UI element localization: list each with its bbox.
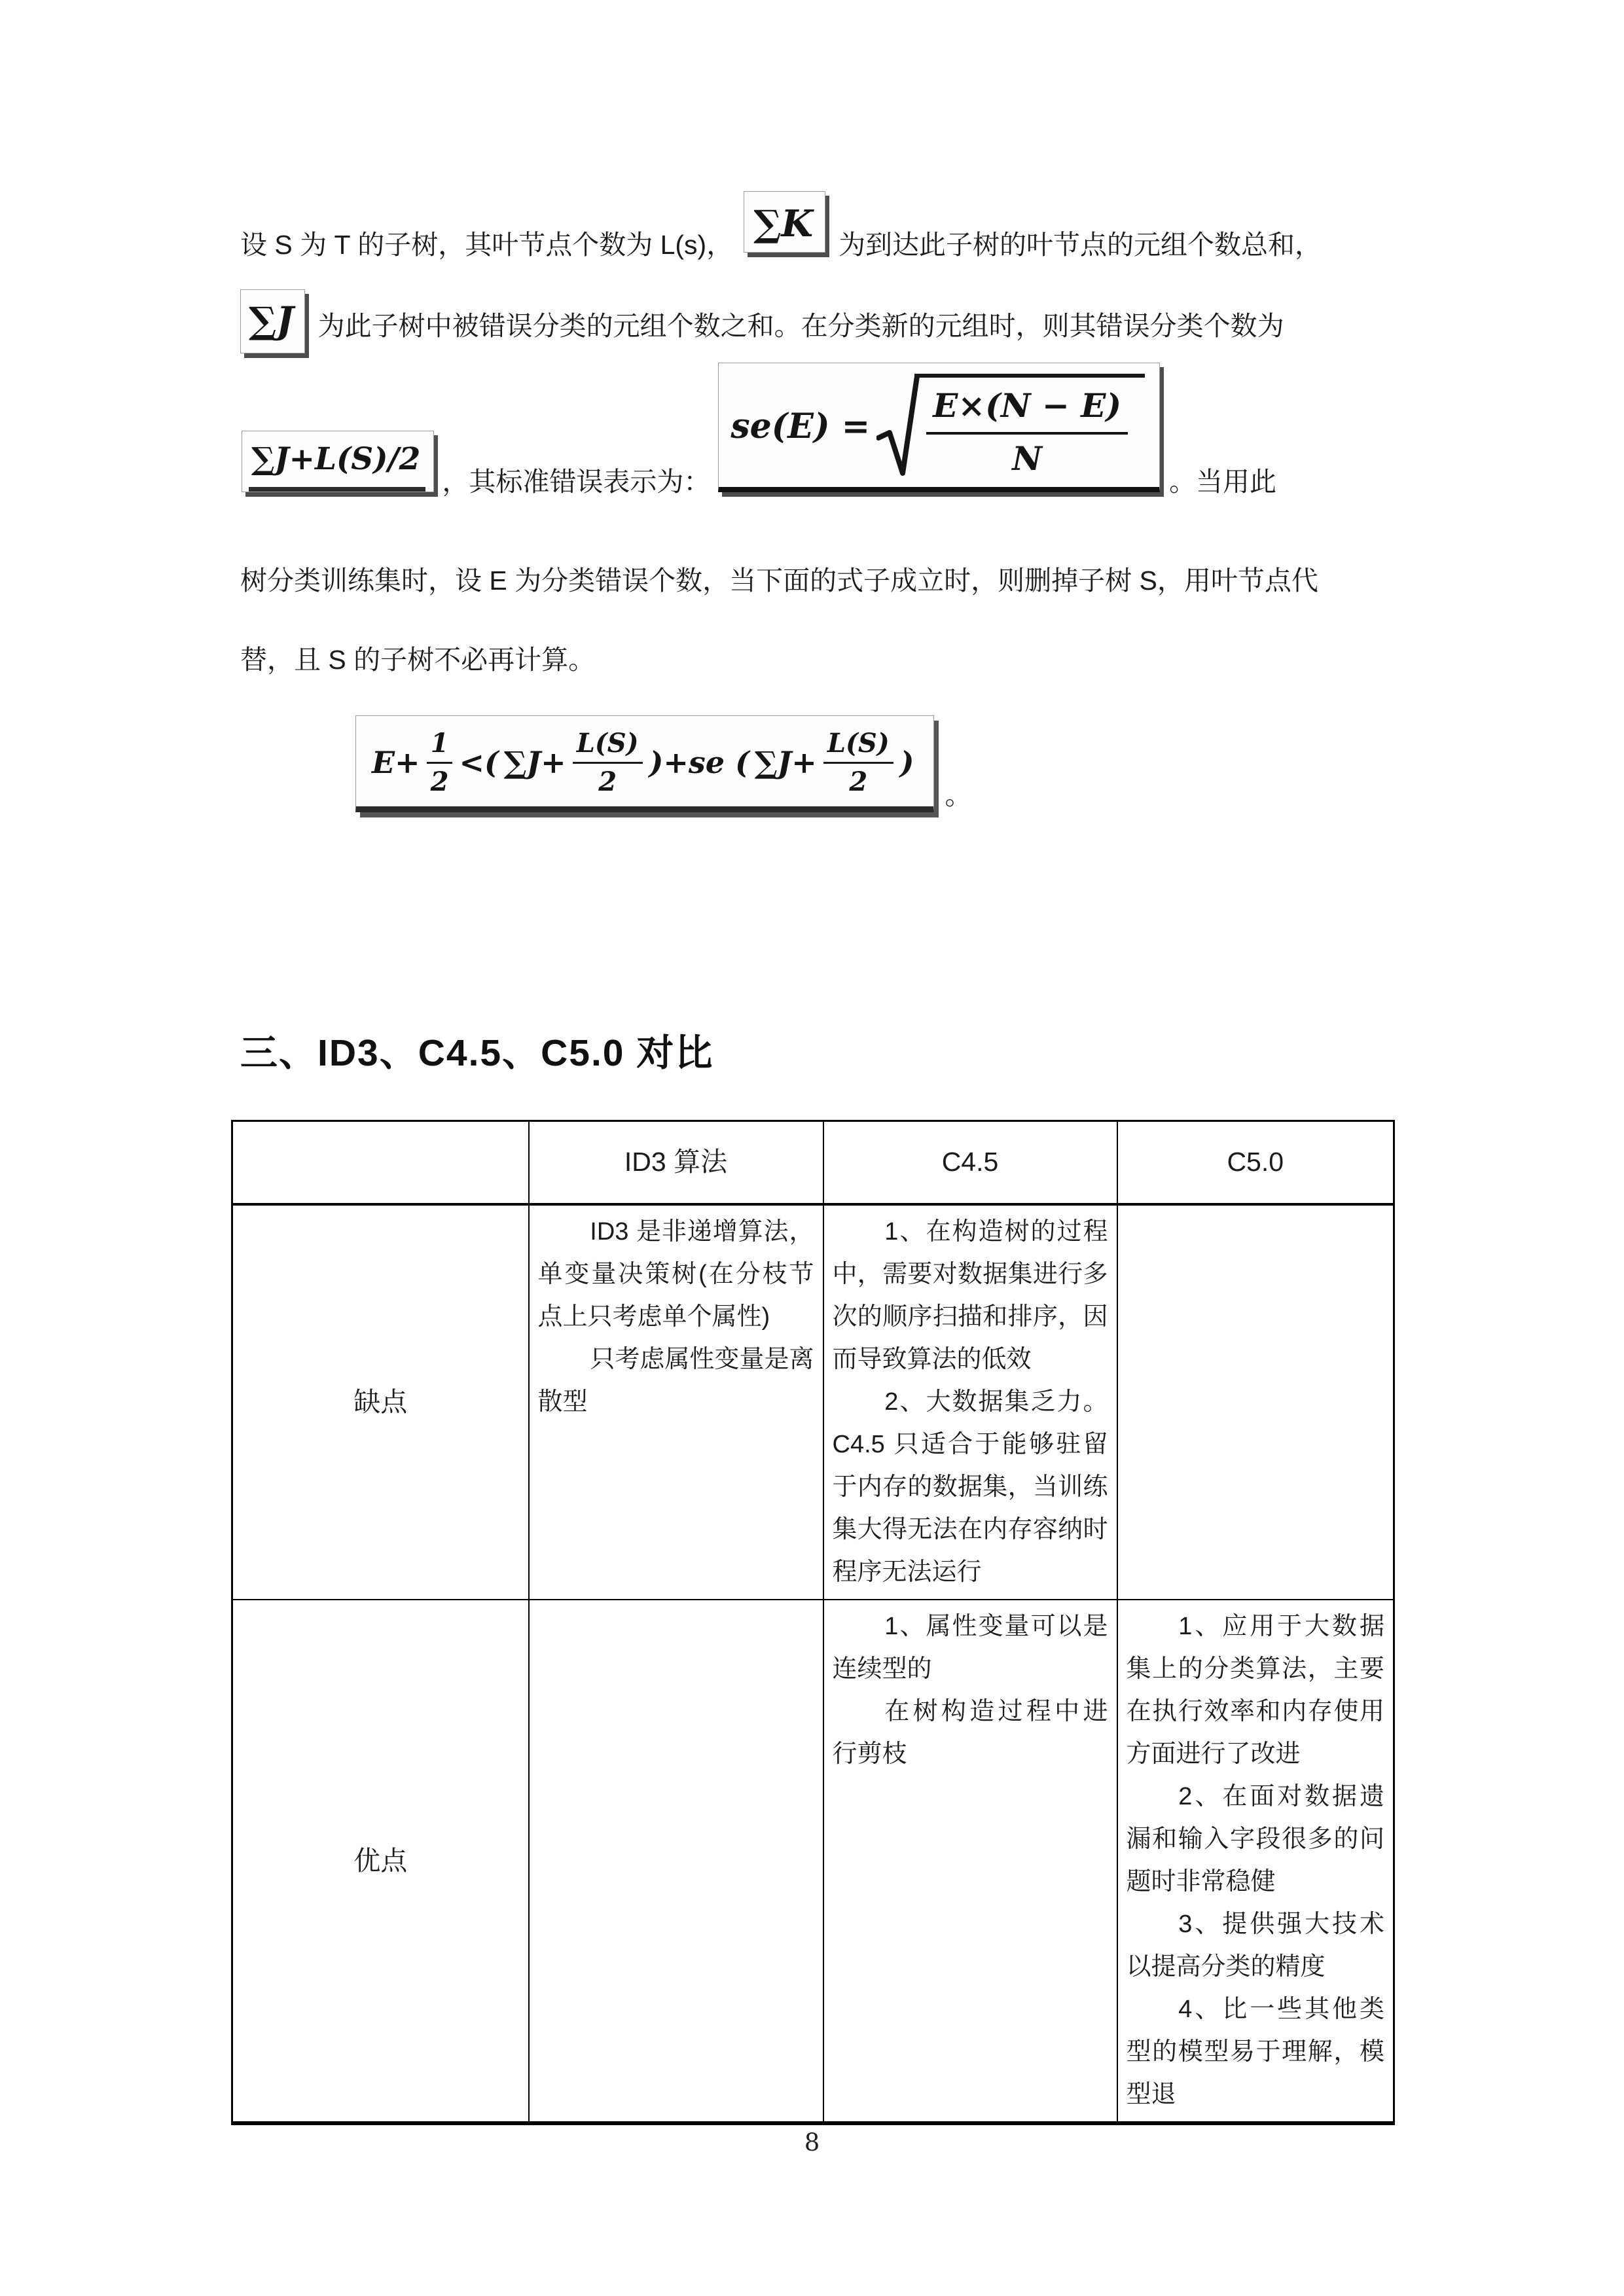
fraction-denominator: 2 [430,766,449,797]
fraction-numerator: 1 [427,728,453,764]
fraction-numerator: L(S) [823,728,893,764]
table-header-row [232,1121,1394,1204]
radicand [914,374,1145,479]
paragraph-line-3 [240,363,1393,499]
fraction-denominator: N [1012,439,1042,478]
cell-advantages-c50 [1117,1600,1394,2123]
table-row-disadvantages [232,1204,1394,1600]
body-text: 替，且 S 的子树不必再计算。 [240,645,596,675]
fraction-denominator: 2 [598,766,617,797]
body-text: ，其标准错误表示为： [442,466,711,497]
formula-image-standard-error [718,363,1160,492]
se-left-hand-side: se(E) = [731,406,871,446]
paragraph-line-2 [240,289,1393,353]
cell-disadvantages-c50 [1117,1204,1394,1600]
formula-token: )+se ( [649,744,749,780]
formula-image-sum-k [744,191,825,253]
paragraph-line-4 [240,564,1393,598]
formula-token: ) [899,744,914,780]
sentence-period: 。 [945,780,972,810]
fraction [823,728,893,797]
formula-text: ∑J [249,299,294,342]
cell-disadvantages-c45 [823,1204,1117,1600]
body-text: 为此子树中被错误分类的元组个数之和。在分类新的元组时，则其错误分类个数为 [317,310,1284,341]
radical-sign-icon [876,374,920,477]
fraction-numerator: L(S) [573,728,643,764]
fraction [427,728,453,797]
row-label-disadvantages: 缺点 [232,1204,529,1600]
formula-image-sum-j-ls [242,431,434,492]
formula-image-sum-j [240,289,305,353]
row-label-advantages: 优点 [232,1600,529,2123]
header-cell-id3: ID3 算法 [529,1121,823,1204]
table-row-advantages [232,1600,1394,2123]
fraction-denominator: 2 [849,766,868,797]
formula-token: ∑J+ [503,744,566,780]
paragraph-line-1 [240,191,1393,262]
cell-paragraph: 4、比一些其他类型的模型易于理解，模型退 [1126,1996,1384,2108]
cell-advantages-c45 [823,1600,1117,2123]
formula-text: ∑K [753,202,814,245]
header-cell-c45: C4.5 [823,1121,1117,1204]
cell-advantages-id3 [529,1600,823,2123]
cell-paragraph: 1、属性变量可以是连续型的 [832,1613,1108,1683]
cell-disadvantages-id3 [529,1204,823,1600]
body-text: 。当用此 [1169,466,1277,497]
page-content [231,0,1393,2125]
paragraph-line-5 [240,643,1393,677]
header-cell-c50: C5.0 [1117,1121,1394,1204]
body-text: 设 S 为 T 的子树，其叶节点个数为 L(s)， [240,229,734,260]
fraction [926,386,1128,479]
body-text: 树分类训练集时，设 E 为分类错误个数，当下面的式子成立时，则删掉子树 S，用叶节点代 [240,565,1318,596]
fraction-numerator: E×(N − E) [926,386,1128,435]
page-number: 8 [804,2128,820,2157]
formula-text: ∑J+L(S)/2 [249,440,425,492]
header-cell-blank [232,1121,529,1204]
cell-paragraph: ID3 是非递增算法，单变量决策树(在分枝节点上只考虑单个属性) [537,1218,814,1331]
fraction [573,728,643,797]
formula-token: <( [459,744,499,780]
cell-paragraph: 2、大数据集乏力。C4.5 只适合于能够驻留于内存的数据集，当训练集大得无法在内存容纳时程序无法运行 [832,1388,1108,1586]
cell-paragraph: 1、在构造树的过程中，需要对数据集进行多次的顺序扫描和排序，因而导致算法的低效 [832,1218,1108,1373]
section-heading: 三、ID3、C4.5、C5.0 对比 [240,1031,714,1074]
formula-token: ∑J+ [754,744,817,780]
formula-image-pruning-condition [355,715,934,812]
formula-token: E+ [372,744,420,780]
cell-paragraph: 在树构造过程中进行剪枝 [832,1698,1108,1768]
cell-paragraph: 2、在面对数据遗漏和输入字段很多的问题时非常稳健 [1126,1783,1384,1895]
algorithm-comparison-table [231,1120,1395,2126]
cell-paragraph: 只考虑属性变量是离散型 [537,1346,814,1416]
pruning-condition-formula-row [355,715,1393,812]
cell-paragraph: 3、提供强大技术以提高分类的精度 [1126,1910,1384,1981]
body-text: 为到达此子树的叶节点的元组个数总和， [839,229,1322,260]
radical-expression [876,374,1145,479]
cell-paragraph: 1、应用于大数据集上的分类算法，主要在执行效率和内存使用方面进行了改进 [1126,1613,1384,1768]
pruning-description-paragraph [231,191,1393,677]
